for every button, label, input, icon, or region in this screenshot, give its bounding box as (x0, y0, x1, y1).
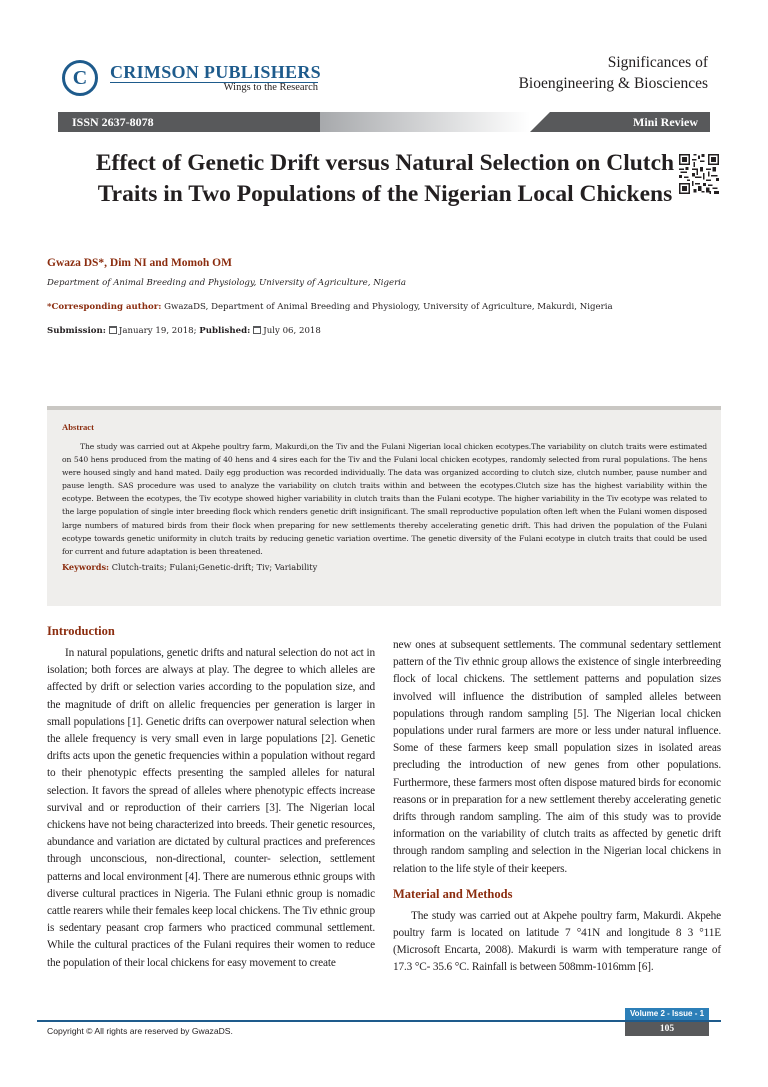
article-dates (47, 326, 321, 336)
methods-heading: Material and Methods (393, 886, 513, 901)
article-type-bar-edge (530, 112, 550, 132)
volume-badge: Volume 2 - Issue - 1 (625, 1008, 709, 1020)
abstract-box (47, 406, 721, 606)
copyright-notice: Copyright © All rights are reserved by GwazaDS. (47, 1026, 233, 1036)
corresponding-text: GwazaDS, Department of Animal Breeding and Physiology, University of Agriculture, Makurdi, Nigeria (164, 302, 613, 312)
body-column-left (47, 624, 375, 972)
footer-divider (37, 1020, 721, 1022)
abstract-heading: Abstract (62, 422, 94, 432)
published-label: Published: (199, 326, 251, 336)
issn-bar-fade (320, 112, 530, 132)
submission-date: January 19, 2018; (118, 326, 197, 336)
publisher-name: CRIMSON PUBLISHERS (110, 62, 321, 82)
journal-line-1: Significances of (607, 54, 708, 71)
introduction-paragraph-continued: new ones at subsequent settlements. The communal sedentary settlement pattern of the Tiv ethnic group allows the existence of single interbreeding flock of local chickens. The settlement patterns and population sizes involved will influence the distribution of sampled alleles between populations through random sampling [5]. The Nigerian local chicken populations under rural farmers are more or less under natural influence. Some of these farmers keep small population sizes in isolated areas precluding the introduction of new genes from other populations. Furthermore, these farmers most often dispose matured birds for economic reasons or in preparation for a new settlement thereby accelerating genetic drifts through random sampling. The aim of this study was to provide information on the variability of clutch traits as affected by genetic drift through random sampling and selection in the Nigerian local chickens in relation to the life style of their keepers. (393, 639, 721, 875)
keywords-label: Keywords: (62, 561, 110, 572)
journal-name (519, 52, 708, 94)
calendar-icon (109, 326, 117, 334)
published-date: July 06, 2018 (263, 326, 321, 336)
article-type-bar: Mini Review (550, 112, 710, 132)
introduction-paragraph: In natural populations, genetic drifts and natural selection do not act in isolation; both forces are always at play. The degree to which alleles are affected by drift or selection varies according to the population size, and the magnitude of drift on allelic frequencies per generation is larger in small populations [1]. Genetic drifts can overpower natural selection when the allele frequency is very small even in large populations [2]. Genetic drifts acts upon the genetic frequencies within a population without regard to their phenotypic effects presenting the sampled alleles for natural selection. It favors the spread of alleles where phenotypic effects increase survival and or reproduction of their carriers [3]. The Nigerian local chickens have not being characterized into breeds. Their genetic resources, abundance and variation are dictated by cultural practices and preferences through unconscious, non-directional, counter- selection, settlement patterns and local environment [4]. There are numerous ethnic groups with diverse cultural practices in Nigeria. The Fulani ethnic group is nomadic cattle rearers while their females keep local chickens. The Tiv ethnic group is sedentary peasant crop farmers who practiced communal settlement. While the cultural practices of the Fulani requires their women to reduce the population of their local chickens for easy movement to create (47, 647, 375, 969)
journal-line-2: Bioengineering & Biosciences (518, 75, 708, 92)
calendar-icon (253, 326, 261, 334)
article-title: Effect of Genetic Drift versus Natural Selection on Clutch Traits in Two Populations of the Nigerian Local Chickens (95, 150, 675, 207)
publisher-tagline: Wings to the Research (223, 82, 318, 93)
keywords-text: Clutch-traits; Fulani;Genetic-drift; Tiv; Variability (111, 561, 318, 572)
qr-code-icon[interactable] (679, 154, 719, 194)
body-column-right (393, 637, 721, 977)
methods-paragraph: The study was carried out at Akpehe poultry farm, Makurdi. Akpehe poultry farm is located on latitude 7 °41N and longitude 8 3 °11E (Microsoft Encarta, 2008). Makurdi is warm with temperature range of 17.3 °C- 35.6 °C. Rainfall is between 508mm-1016mm [6]. (393, 909, 721, 974)
logo-letter: C (72, 66, 88, 89)
submission-label: Submission: (47, 326, 106, 336)
corresponding-author (47, 302, 613, 312)
issn-bar: ISSN 2637-8078 (58, 112, 320, 132)
affiliation: Department of Animal Breeding and Physiology, University of Agriculture, Nigeria (47, 278, 407, 288)
corresponding-label: *Corresponding author: (47, 302, 162, 312)
publisher-logo (62, 60, 98, 96)
introduction-heading: Introduction (47, 624, 115, 638)
author-list: Gwaza DS*, Dim NI and Momoh OM (47, 257, 232, 269)
keywords (62, 562, 707, 572)
abstract-text: The study was carried out at Akpehe poultry farm, Makurdi,on the Tiv and the Fulani Nigerian local chicken ecotypes.The variability on clutch traits were estimated on 540 hens produced from the mating of 40 hens and 4 sires each for the Tiv and the Fulani local chicken ecotypes, randomly selected from rural populations. The hens were housed singly and hand mated. Daily egg production was recorded individually. The data was organized according to clutch size, clutch number, pause number and pause length. SAS procedure was used to analyze the variability on clutch traits within and between the ecotypes.Clutch size has the highest variability within the ecotype. Between the ecotypes, the Tiv ecotype showed higher variability in clutch traits than the Fulani ecotype. The higher variability in the Tiv ecotype was related to the large population of single inter breeding flock which renders genetic drift insignificant. The small reproductive population often left when the Fulani women disposed large numbers of matured birds from their flock when preparing for new settlements thereby accelerating genetic drift. This had driven the population of the Fulani ecotype towards genetic uniformity in clutch traits by reducing genetic variation overtime. The genetic diversity of the Fulani ecotype in clutch traits that could be used for current and future adaptation is been threatened. (62, 442, 707, 556)
page-number: 105 (625, 1022, 709, 1036)
